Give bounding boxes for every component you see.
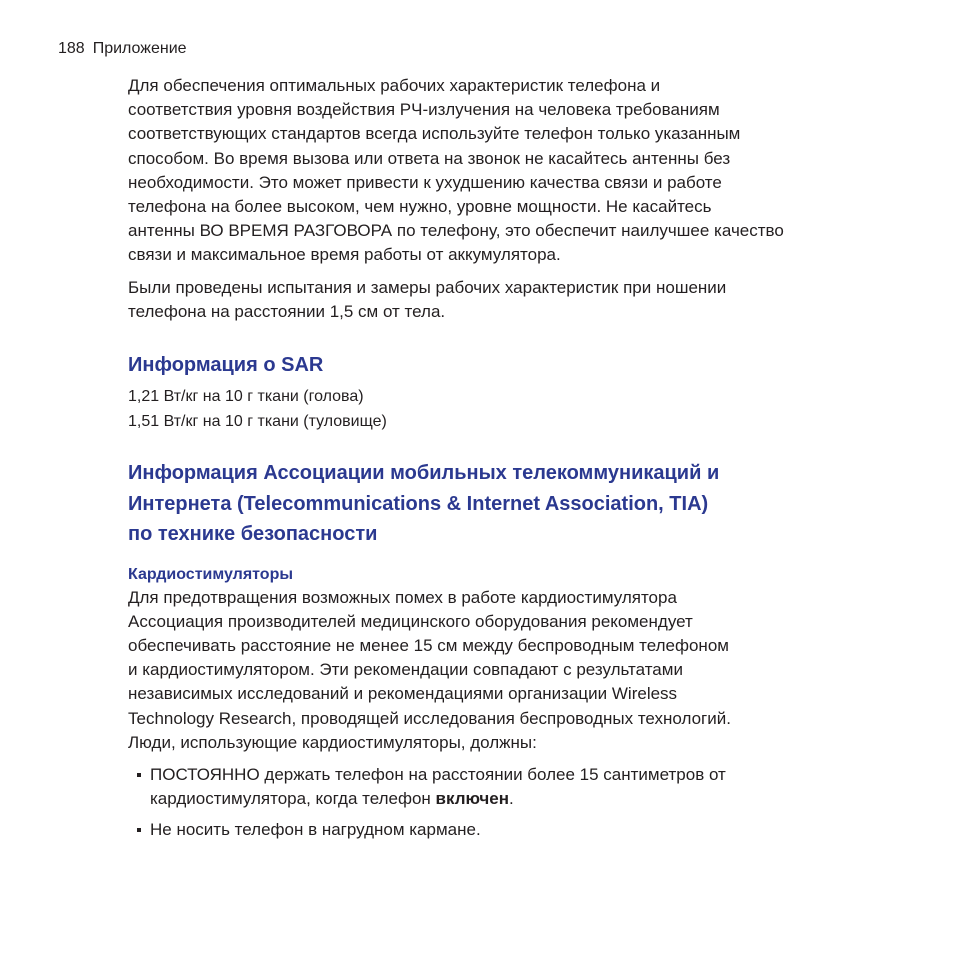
text-line: связи и максимальное время работы от аккумулятора. — [128, 245, 561, 265]
pacemakers-heading: Кардиостимуляторы — [128, 565, 294, 583]
section-name: Приложение — [92, 40, 187, 57]
text-line: соответствующих стандартов всегда используйте телефон только указанным — [128, 124, 741, 144]
text-line: и кардиостимулятором. Эти рекомендации совпадают с результатами — [128, 660, 683, 680]
intro-paragraph — [128, 74, 873, 268]
sar-body-value: 1,51 Вт/кг на 10 г ткани (туловище) — [128, 413, 387, 431]
text-line: телефона на более высоком, чем нужно, уровне мощности. Не касайтесь — [128, 197, 712, 217]
text-line: Для обеспечения оптимальных рабочих характеристик телефона и — [128, 76, 661, 95]
text-line: Ассоциация производителей медицинского оборудования рекомендует — [128, 611, 693, 631]
page-number: 188 — [58, 40, 85, 57]
pacemaker-rules-list — [128, 763, 873, 843]
sar-heading: Информация о SAR — [128, 354, 324, 377]
text-line: Technology Research, проводящей исследования беспроводных технологий. — [128, 708, 731, 728]
tia-heading — [128, 458, 873, 550]
bullet-text-line: кардиостимулятора, когда телефон — [150, 789, 436, 809]
text-line: независимых исследований и рекомендациями организации Wireless — [128, 684, 678, 704]
body-distance-paragraph — [128, 276, 873, 324]
bullet-text-line: Не носить телефон в нагрудном кармане. — [150, 819, 481, 839]
sar-head-value: 1,21 Вт/кг на 10 г ткани (голова) — [128, 388, 364, 406]
page-content — [128, 74, 873, 848]
text-line: Были проведены испытания и замеры рабочих характеристик при ношении — [128, 277, 727, 297]
pacemakers-paragraph — [128, 586, 873, 755]
bullet-text-line: ПОСТОЯННО держать телефон на расстоянии более 15 сантиметров от — [150, 764, 726, 784]
heading-line: Информация Ассоциации мобильных телекоммуникаций и — [128, 462, 720, 485]
page-header — [58, 40, 187, 58]
text-line: телефона на расстоянии 1,5 см от тела. — [128, 301, 446, 321]
text-line: обеспечивать расстояние не менее 15 см между беспроводным телефоном — [128, 635, 729, 655]
text-line: Для предотвращения возможных помех в работе кардиостимулятора — [128, 587, 677, 607]
list-item — [128, 818, 873, 843]
list-item — [128, 763, 873, 812]
text-line: необходимости. Это может привести к ухудшению качества связи и работе — [128, 172, 722, 192]
bullet-icon — [137, 828, 141, 832]
text-line: соответствия уровня воздействия РЧ-излучения на человека требованиям — [128, 100, 720, 120]
punctuation: . — [508, 789, 514, 809]
bullet-icon — [137, 773, 141, 777]
text-line: Люди, использующие кардиостимуляторы, должны: — [128, 732, 537, 752]
heading-line: Интернета (Telecommunications & Internet Association, TIA) — [128, 492, 709, 515]
text-line: антенны ВО ВРЕМЯ РАЗГОВОРА по телефону, это обеспечит наилучшее качество — [128, 221, 784, 241]
bold-word: включен — [435, 789, 509, 809]
heading-line: по технике безопасности — [128, 523, 378, 546]
text-line: способом. Во время вызова или ответа на звонок не касайтесь антенны без — [128, 148, 731, 168]
